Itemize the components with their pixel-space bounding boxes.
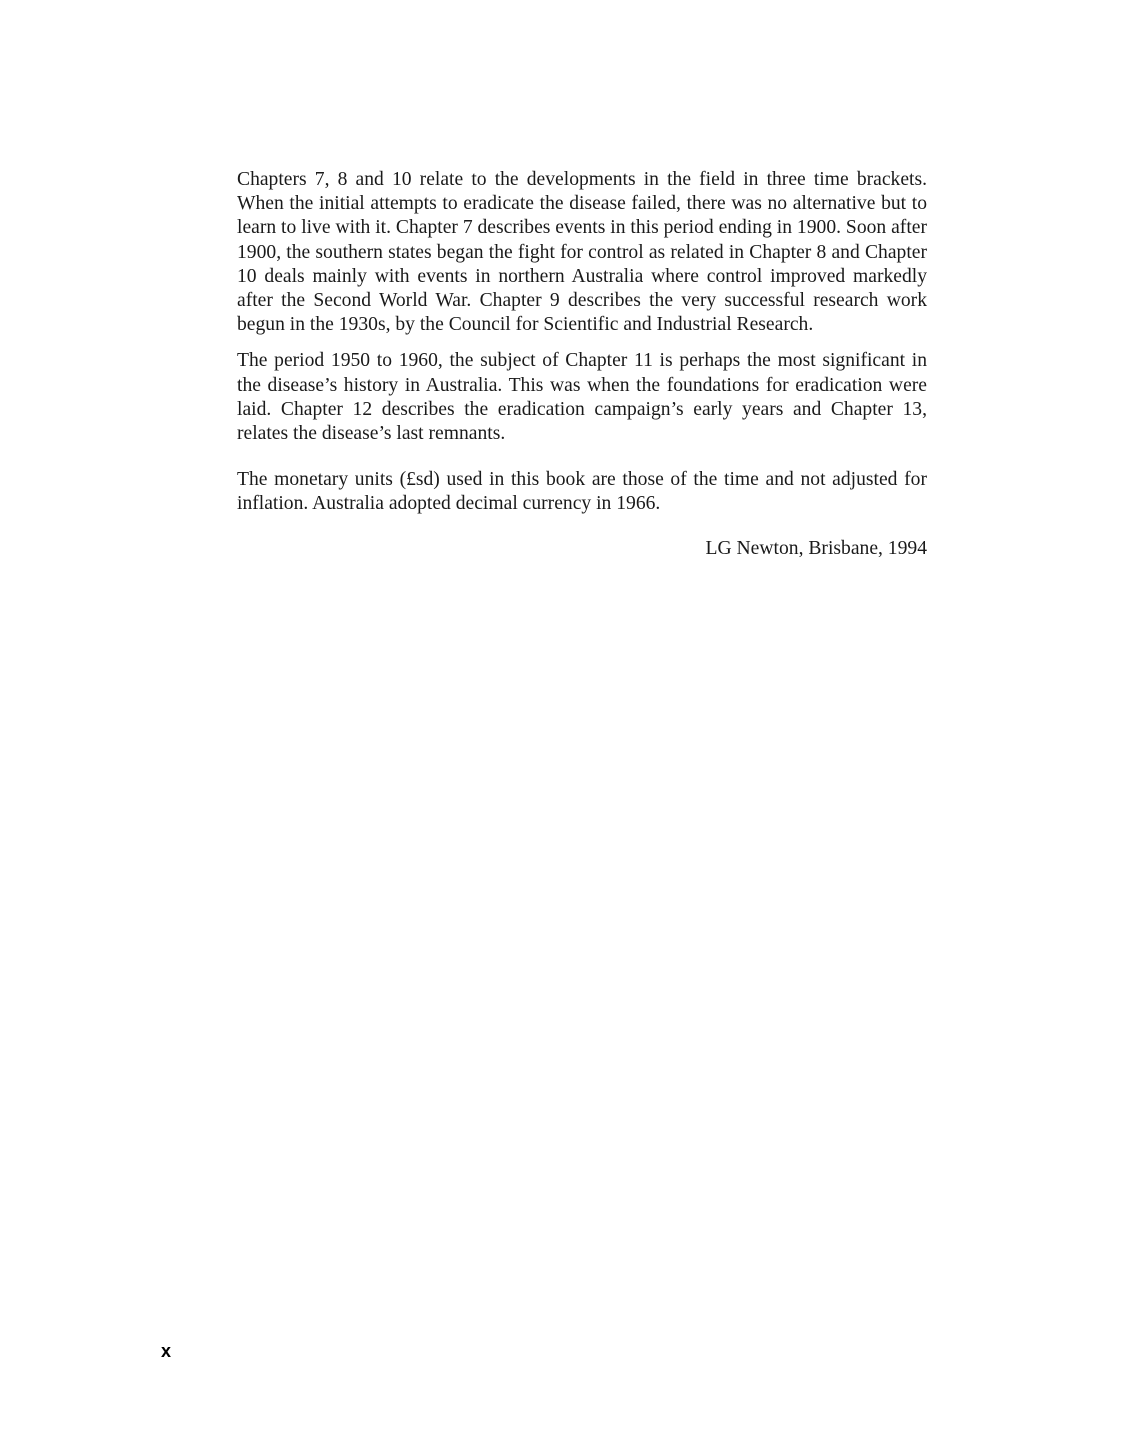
page-number: x	[161, 1341, 172, 1361]
paragraph-period-1950-1960: The period 1950 to 1960, the subject of Chapter 11 is perhaps the most significant in the disease’s history in Australia. This was when the foundations for eradication were laid. Chapter 12 describes the eradication campaign’s early years and Chapter 13, relates the disease’s last remnants.	[237, 350, 927, 445]
page-body	[237, 168, 927, 561]
paragraph-monetary-units: The monetary units (£sd) used in this book are those of the time and not adjusted for inflation. Australia adopted decimal currency in 1966.	[237, 469, 927, 515]
paragraph-chapters-overview: Chapters 7, 8 and 10 relate to the developments in the field in three time brackets. When the initial attempts to eradicate the disease failed, there was no alternative but to learn to live with it. Chapter 7 describes events in this period ending in 1900. Soon after 1900, the southern states began the fight for control as related in Chapter 8 and Chapter 10 deals mainly with events in northern Australia where control improved markedly after the Second World War. Chapter 9 describes the very successful research work begun in the 1930s, by the Council for Scientific and Industrial Research.	[237, 169, 927, 336]
author-signature: LG Newton, Brisbane, 1994	[705, 537, 927, 559]
